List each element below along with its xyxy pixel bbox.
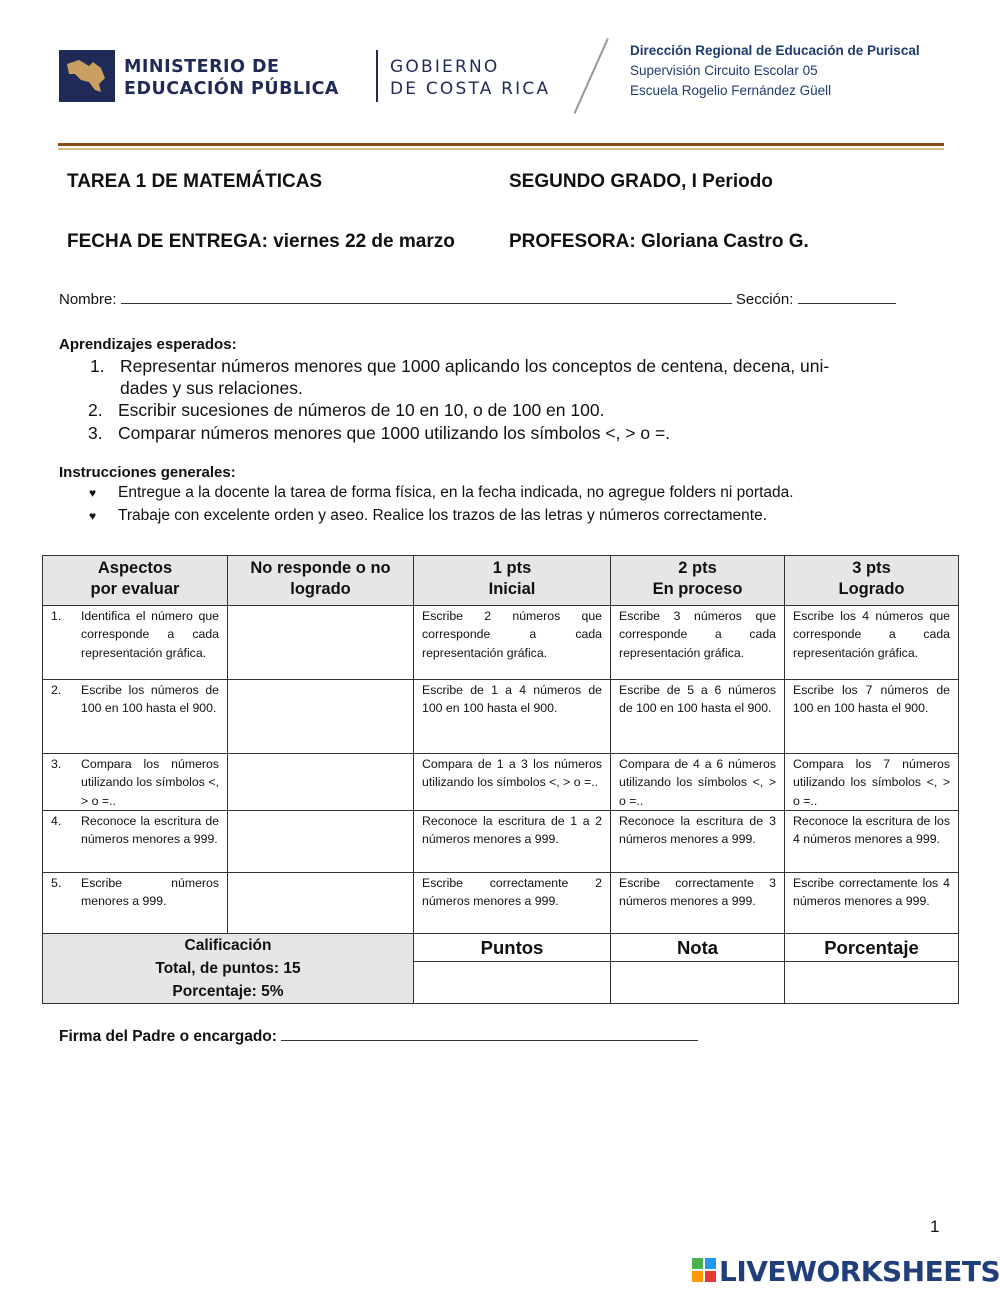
learning-item: 3. Comparar números menores que 1000 utilizando los símbolos <, > o =. [88, 423, 671, 443]
section-field[interactable] [798, 289, 896, 304]
header-no-response: No responde o no logrado [228, 556, 414, 606]
achieved-cell: Escribe los 7 números de 100 en 100 hasta el 900. [793, 683, 950, 716]
aspect-cell: 1. Identifica el número que corresponde a cada representación gráfica. [51, 609, 219, 660]
header-in-process: 2 pts En proceso [611, 556, 785, 606]
grade-header: Nota [611, 933, 785, 961]
percentage-weight: Porcentaje: 5% [172, 982, 284, 1000]
instructions-heading: Instrucciones generales: [59, 464, 236, 481]
teacher-name: PROFESORA: Gloriana Castro G. [509, 231, 809, 252]
grade-value-cell[interactable] [611, 962, 785, 1004]
page-number: 1 [930, 1217, 940, 1236]
process-cell: Escribe de 5 a 6 números de 100 en 100 hasta el 900. [619, 683, 776, 716]
achieved-cell: Escribe los 4 números que corresponde a cada representación gráfica. [793, 609, 950, 660]
grade-summary [43, 933, 414, 1003]
costa-rica-map-icon [59, 50, 115, 102]
points-value-cell[interactable] [414, 962, 611, 1004]
rubric-table [42, 555, 959, 1004]
task-title: TAREA 1 DE MATEMÁTICAS [67, 171, 323, 192]
process-cell: Escribe 3 números que corresponde a cada representación gráfica. [619, 609, 776, 660]
diagonal-divider [574, 38, 609, 114]
no-response-cell[interactable] [228, 680, 414, 754]
achieved-cell: Compara los 7 números utilizando los símbolos <, > o =.. [793, 757, 950, 808]
heart-bullet-icon: ♥ [89, 509, 97, 523]
no-response-cell[interactable] [228, 606, 414, 680]
points-header: Puntos [414, 933, 611, 961]
liveworksheets-logo-icon [692, 1258, 716, 1282]
grade-title: SEGUNDO GRADO, I Periodo [509, 171, 773, 192]
government-name: GOBIERNO DE COSTA RICA [390, 57, 551, 99]
ministry-name: MINISTERIO DE EDUCACIÓN PÚBLICA [124, 57, 339, 99]
section-label: Sección: [735, 291, 794, 308]
table-row [43, 606, 959, 680]
header-rule-light [58, 148, 944, 150]
table-row [43, 680, 959, 754]
initial-cell: Escribe 2 números que corresponde a cada representación gráfica. [422, 609, 602, 660]
name-field[interactable] [121, 289, 732, 304]
header-rule [58, 143, 944, 146]
signature-field[interactable] [281, 1026, 698, 1041]
achieved-cell: Escribe correctamente los 4 números menores a 999. [793, 875, 950, 909]
aspect-cell: 4. Reconoce la escritura de números menores a 999. [51, 813, 219, 847]
no-response-cell[interactable] [228, 872, 414, 933]
name-row [59, 289, 896, 308]
no-response-cell[interactable] [228, 810, 414, 872]
header-achieved: 3 pts Logrado [785, 556, 959, 606]
rubric-header-row [43, 556, 959, 606]
process-cell: Escribe correctamente 3 números menores a 999. [619, 875, 776, 909]
table-row [43, 872, 959, 933]
header-divider [376, 50, 378, 102]
due-date: FECHA DE ENTREGA: viernes 22 de marzo [67, 231, 455, 252]
percentage-header: Porcentaje [785, 933, 959, 961]
learning-item: 2. Escribir sucesiones de números de 10 en 10, o de 100 en 100. [88, 400, 605, 420]
aspect-cell: 3. Compara los números utilizando los símbolos <, > o =.. [51, 757, 219, 808]
aspect-cell: 2. Escribe los números de 100 en 100 hasta el 900. [51, 683, 219, 716]
initial-cell: Escribe correctamente 2 números menores a 999. [422, 875, 602, 909]
ministry-logo [59, 50, 115, 102]
no-response-cell[interactable] [228, 754, 414, 811]
heart-bullet-icon: ♥ [89, 486, 97, 500]
initial-cell: Reconoce la escritura de 1 a 2 números menores a 999. [422, 813, 602, 847]
signature-row [59, 1026, 698, 1046]
achieved-cell: Reconoce la escritura de los 4 números menores a 999. [793, 813, 950, 847]
table-row [43, 754, 959, 811]
grade-label: Calificación [184, 936, 272, 954]
regional-direction: Dirección Regional de Educación de Puriscal [630, 43, 920, 58]
process-cell: Reconoce la escritura de 3 números menores a 999. [619, 813, 776, 847]
instruction-item: ♥ Trabaje con excelente orden y aseo. Realice los trazos de las letras y números correctamente. [89, 507, 768, 524]
school-supervision: Supervisión Circuito Escolar 05 [630, 63, 818, 78]
learning-item: 1. Representar números menores que 1000 aplicando los conceptos de centena, decena, uni- dades y sus relaciones. [90, 356, 830, 398]
signature-label: Firma del Padre o encargado: [59, 1028, 277, 1045]
school-name: Escuela Rogelio Fernández Güell [630, 83, 832, 98]
summary-header-row [43, 933, 959, 961]
aspect-cell: 5. Escribe números menores a 999. [51, 875, 219, 909]
learning-heading: Aprendizajes esperados: [59, 336, 237, 353]
initial-cell: Compara de 1 a 3 los números utilizando los símbolos <, > o =.. [422, 757, 602, 790]
instruction-item: ♥ Entregue a la docente la tarea de forma física, en la fecha indicada, no agregue folders ni portada. [89, 484, 794, 501]
header-initial: 1 pts Inicial [414, 556, 611, 606]
initial-cell: Escribe de 1 a 4 números de 100 en 100 hasta el 900. [422, 683, 602, 716]
percentage-value-cell[interactable] [785, 962, 959, 1004]
header-aspects: Aspectos por evaluar [43, 556, 228, 606]
total-points: Total, de puntos: 15 [155, 959, 301, 977]
name-label: Nombre: [59, 291, 117, 308]
liveworksheets-brand: LIVEWORKSHEETS [719, 1255, 1000, 1288]
table-row [43, 810, 959, 872]
process-cell: Compara de 4 a 6 números utilizando los símbolos <, > o =.. [619, 757, 776, 808]
